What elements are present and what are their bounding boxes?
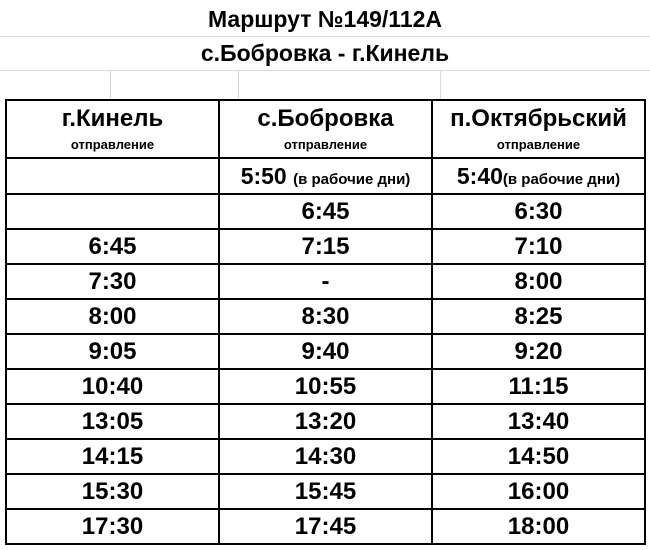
column-header-bobrovka: с.Бобровка <box>219 100 432 137</box>
header-row <box>6 100 645 137</box>
table-cell: 17:45 <box>219 509 432 544</box>
table-cell: 14:15 <box>6 439 219 474</box>
table-cell: 6:45 <box>6 229 219 264</box>
table-cell: 8:25 <box>432 299 645 334</box>
table-cell: 7:15 <box>219 229 432 264</box>
table-cell: 6:45 <box>219 194 432 229</box>
table-cell: 8:00 <box>432 264 645 299</box>
column-header-kinel: г.Кинель <box>6 100 219 137</box>
weekday-row <box>6 158 645 194</box>
departure-time: 5:50 <box>240 162 287 189</box>
route-direction: с.Бобровка - г.Кинель <box>200 40 450 66</box>
column-caption: отправление <box>432 137 645 158</box>
table-cell: 17:30 <box>6 509 219 544</box>
header-caption-row <box>6 137 645 158</box>
table-row <box>6 439 645 474</box>
table-cell <box>432 158 645 194</box>
table-cell: 14:30 <box>219 439 432 474</box>
column-caption: отправление <box>6 137 219 158</box>
table-cell: 13:40 <box>432 404 645 439</box>
table-row <box>6 474 645 509</box>
table-cell: 7:30 <box>6 264 219 299</box>
table-row <box>6 194 645 229</box>
table-row <box>6 229 645 264</box>
schedule-table <box>5 99 646 545</box>
table-cell: 7:10 <box>432 229 645 264</box>
table-cell: 6:30 <box>432 194 645 229</box>
weekday-note: (в рабочие дни) <box>293 170 411 188</box>
weekday-note: (в рабочие дни) <box>502 170 621 188</box>
table-row <box>6 264 645 299</box>
table-cell: 11:15 <box>432 369 645 404</box>
table-cell: 13:20 <box>219 404 432 439</box>
table-cell: - <box>219 264 432 299</box>
gridline <box>0 70 650 71</box>
column-caption: отправление <box>219 137 432 158</box>
table-row <box>6 369 645 404</box>
table-cell: 9:40 <box>219 334 432 369</box>
table-row <box>6 334 645 369</box>
table-cell <box>219 158 432 194</box>
table-row <box>6 404 645 439</box>
table-cell: 8:30 <box>219 299 432 334</box>
table-row <box>6 299 645 334</box>
table-cell: 9:20 <box>432 334 645 369</box>
table-cell: 8:00 <box>6 299 219 334</box>
column-header-oktyabrsky: п.Октябрьский <box>432 100 645 137</box>
table-cell: 14:50 <box>432 439 645 474</box>
table-cell: 15:30 <box>6 474 219 509</box>
table-cell: 15:45 <box>219 474 432 509</box>
gridline <box>110 70 111 99</box>
table-cell <box>6 158 219 194</box>
route-title: Маршрут №149/112А <box>207 6 443 32</box>
departure-time: 5:40 <box>456 162 503 189</box>
table-cell: 13:05 <box>6 404 219 439</box>
table-cell: 10:40 <box>6 369 219 404</box>
table-cell: 10:55 <box>219 369 432 404</box>
table-cell: 18:00 <box>432 509 645 544</box>
gridline <box>440 70 441 99</box>
gridline <box>238 70 239 99</box>
table-cell <box>6 194 219 229</box>
table-cell: 16:00 <box>432 474 645 509</box>
table-cell: 9:05 <box>6 334 219 369</box>
table-row <box>6 509 645 544</box>
gridline <box>0 36 650 37</box>
